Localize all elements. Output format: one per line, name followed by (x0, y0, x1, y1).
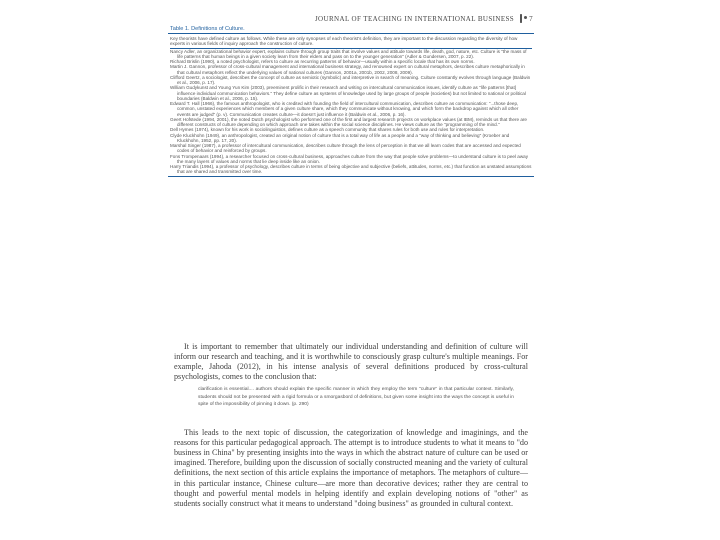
table-row: Richard Brislin (1990), a noted psychologist, refers to culture as recurring patterns of behavior—usually within a specific locale that has its own norms. (170, 59, 475, 64)
table-row: Marshal Singer (1987), a professor of intercultural communication, describes culture through the lens of perception in that we all learn codes that are accessed and expected codes of behavior and reinforced by groups. (170, 143, 521, 154)
page-number: 7 (529, 14, 533, 23)
table-bottom-rule (168, 176, 534, 177)
table-title: Table 1. Definitions of Culture. (170, 26, 245, 32)
definitions-table (168, 26, 534, 177)
table-row: Harry Triandis (1994), a professor of psychology, describes culture in terms of being objective and subjective (beliefs, attitudes, norms, etc.) that function as unstated assumptions that are shared and transmitted over time. (170, 164, 532, 175)
table-row: Clifford Geertz, a sociologist, describes the concept of culture as semiotic (symbolic) and interpretive in search of meaning. Culture constantly evolves through language (Baldwin et al., 2006, p. 17). (170, 74, 531, 85)
table-row: Edward T. Hall (1966), the famous anthropologist, who is credited with founding the field of intercultural communication, describes culture as communication: "...those deep, common, unstated experiences which members of a given culture share, which they communicate without knowing, and which form the backdrop against which all other events are judged" (p. v). Communication creates culture—it doesn't just influence it (Baldwin et al., 2006, p. 16). (170, 101, 519, 117)
table-row: Nancy Adler, an organizational behavior expert, explains culture through group traits that involve values and attitude towards life, death, god, nature, etc. Culture is "the mass of life patterns that human beings in a given society learn from their elders and pass on to the younger generation" (Adler & Gundersen, 2007, p. 22). (170, 48, 527, 59)
table-intro: Key theorists have defined culture as follows. While these are only synopses of each theorist's definition, they are important to the discussion regarding the diversity of how experts in various fields of inquiry approach the construction of culture. (170, 35, 532, 49)
table-body (168, 34, 534, 175)
block-quote: clarification is essential.... authors should explain the specific manner in which they employ the term "culture" in that particular context. Similarly, students should not be presented with a rigid formula or a smorgasbord of definitions, but given some insight into the ways the concept is useful in spite of the impossibility of pinning it down. (p. 290) (198, 386, 514, 408)
table-row: William Gudykunst and Young Yun Kim (2003), preeminent prolific in their research and writing on intercultural communication issues, identify culture as "life patterns [that] influence individual communication behaviors." They define culture as systems of knowledge used by large groups of people (societies) but not limited to national or political boundaries (Baldwin et al., 2006, p. 15). (170, 85, 526, 101)
table-row: Geert Hofstede (1994, 2001), the noted Dutch psychologist who performed one of the first and largest research projects on workplace values (at IBM), reminds us that there are different constructs of culture depending on which approach one takes within the social science disciplines. He views culture as the "programming of the mind." (170, 116, 527, 127)
running-head (314, 14, 533, 23)
body-paragraph: It is important to remember that ultimately our individual understanding and definition of culture will inform our research and teaching, and it is worthwhile to consciously grasp culture's multiple meanings. For example, Jahoda (2012), in his intense analysis of several definitions produced by cross-cultural psychologists, comes to the conclusion that: (174, 342, 528, 382)
table-row: Clyde Kluckhohn (1949), an anthropologist, created an original notion of culture that is a total way of life as a people and a "way of thinking and believing" (Kroeber and Kluckhohn, 1952, pp. 17, 20). (170, 132, 510, 143)
table-row: Martin J. Gannon, professor of cross-cultural management and international business strategy, and renowned expert on cultural metaphors, describes culture metaphorically in that cultural metaphors reflect the underlying values of national cultures (Gannon, 2001a, 2001b, 2002, 2008, 2009). (170, 64, 525, 75)
table-row: Fons Trompenaars (1994), a researcher focused on cross-cultural business, approaches culture from the way that people solve problems—to understand culture is to peel away the many layers of values and norms that lie deep inside like an onion. (170, 153, 528, 164)
body-paragraph: This leads to the next topic of discussion, the categorization of knowledge and imaginings, and the reasons for this particular pedagogical approach. The attempt is to introduce students to what it means to "do business in China" by presenting insights into the ways in which the abstract nature of culture can be used or imagined. Therefore, building upon the discussion of socially constructed meaning and the variety of cultural definitions, the next section of this article explains the importance of metaphors. The metaphors of culture—in this particular instance, Chinese culture—are more than decorative devices; rather they are central to thought and powerful mental models in helping identify and explain developing notions of "other" as students socially construct what it means to understand "doing business" as grounded in cultural context. (174, 428, 528, 508)
table-row: Dell Hymes (1974), known for his work in sociolinguistics, defines culture as a speech community that shares rules for both use and rules for interpretation. (170, 127, 485, 133)
journal-title: JOURNAL OF TEACHING IN INTERNATIONAL BUSINESS (314, 14, 515, 23)
journal-logo-icon (520, 14, 522, 23)
